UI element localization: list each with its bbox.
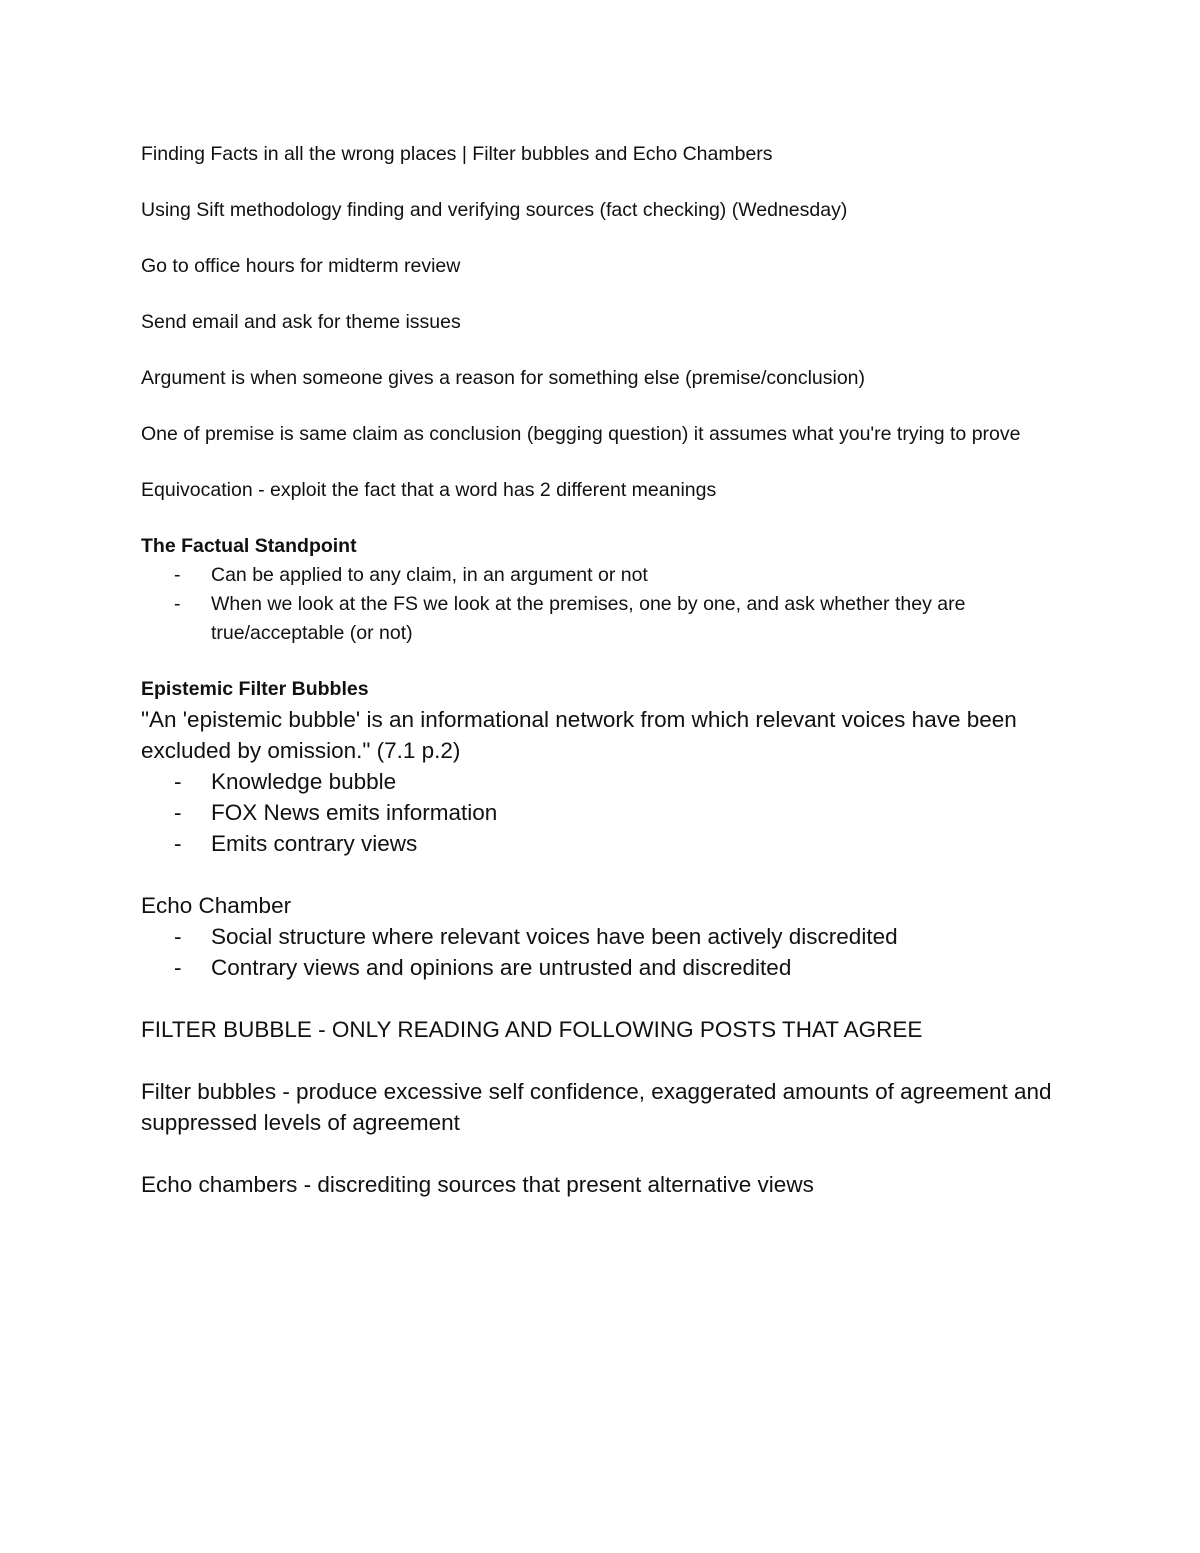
document-body — [141, 140, 1071, 1200]
list-item — [141, 952, 1071, 983]
list-item-text: Emits contrary views — [211, 831, 418, 856]
bullet-dash: - — [174, 769, 182, 794]
filter-bubbles-list — [141, 766, 1071, 859]
echo-chambers-line: Echo chambers - discrediting sources that present alternative views — [141, 1172, 814, 1197]
sift-methodology-line: Using Sift methodology finding and verifying sources (fact checking) (Wednesday) — [141, 199, 848, 221]
echo-chamber-heading: Echo Chamber — [141, 893, 292, 918]
epistemic-bubble-quote: "An 'epistemic bubble' is an informational network from which relevant voices have been excluded by omission." (7.1 p.2) — [141, 707, 1017, 763]
bullet-dash: - — [174, 955, 182, 980]
list-item-text: When we look at the FS we look at the premises, one by one, and ask whether they are true/acceptable (or not) — [211, 593, 966, 644]
factual-standpoint-list — [141, 561, 1071, 648]
filter-bubbles-heading: Epistemic Filter Bubbles — [141, 678, 369, 700]
list-item — [141, 828, 1071, 859]
list-item-text: Contrary views and opinions are untrusted and discredited — [211, 955, 792, 980]
list-item-text: Can be applied to any claim, in an argument or not — [211, 564, 648, 586]
filter-bubbles-effects-line: Filter bubbles - produce excessive self confidence, exaggerated amounts of agreement and suppressed levels of agreement — [141, 1079, 1052, 1135]
office-hours-line: Go to office hours for midterm review — [141, 255, 461, 277]
factual-standpoint-heading: The Factual Standpoint — [141, 535, 357, 557]
echo-chamber-list — [141, 921, 1071, 983]
bullet-dash: - — [174, 924, 182, 949]
filter-bubble-caps-line: FILTER BUBBLE - ONLY READING AND FOLLOWING POSTS THAT AGREE — [141, 1017, 923, 1042]
list-item-text: Knowledge bubble — [211, 769, 397, 794]
list-item-text: FOX News emits information — [211, 800, 498, 825]
bullet-dash: - — [174, 593, 181, 615]
list-item — [141, 797, 1071, 828]
argument-definition-line: Argument is when someone gives a reason for something else (premise/conclusion) — [141, 367, 866, 389]
notes-title-line: Finding Facts in all the wrong places | Filter bubbles and Echo Chambers — [141, 143, 773, 165]
equivocation-line: Equivocation - exploit the fact that a word has 2 different meanings — [141, 479, 717, 501]
list-item-text: Social structure where relevant voices have been actively discredited — [211, 924, 898, 949]
bullet-dash: - — [174, 564, 181, 586]
list-item — [141, 561, 1071, 590]
list-item — [141, 590, 1071, 648]
list-item — [141, 921, 1071, 952]
send-email-line: Send email and ask for theme issues — [141, 311, 461, 333]
list-item — [141, 766, 1071, 797]
bullet-dash: - — [174, 800, 182, 825]
begging-question-line: One of premise is same claim as conclusion (begging question) it assumes what you're trying to prove — [141, 423, 1021, 445]
bullet-dash: - — [174, 831, 182, 856]
